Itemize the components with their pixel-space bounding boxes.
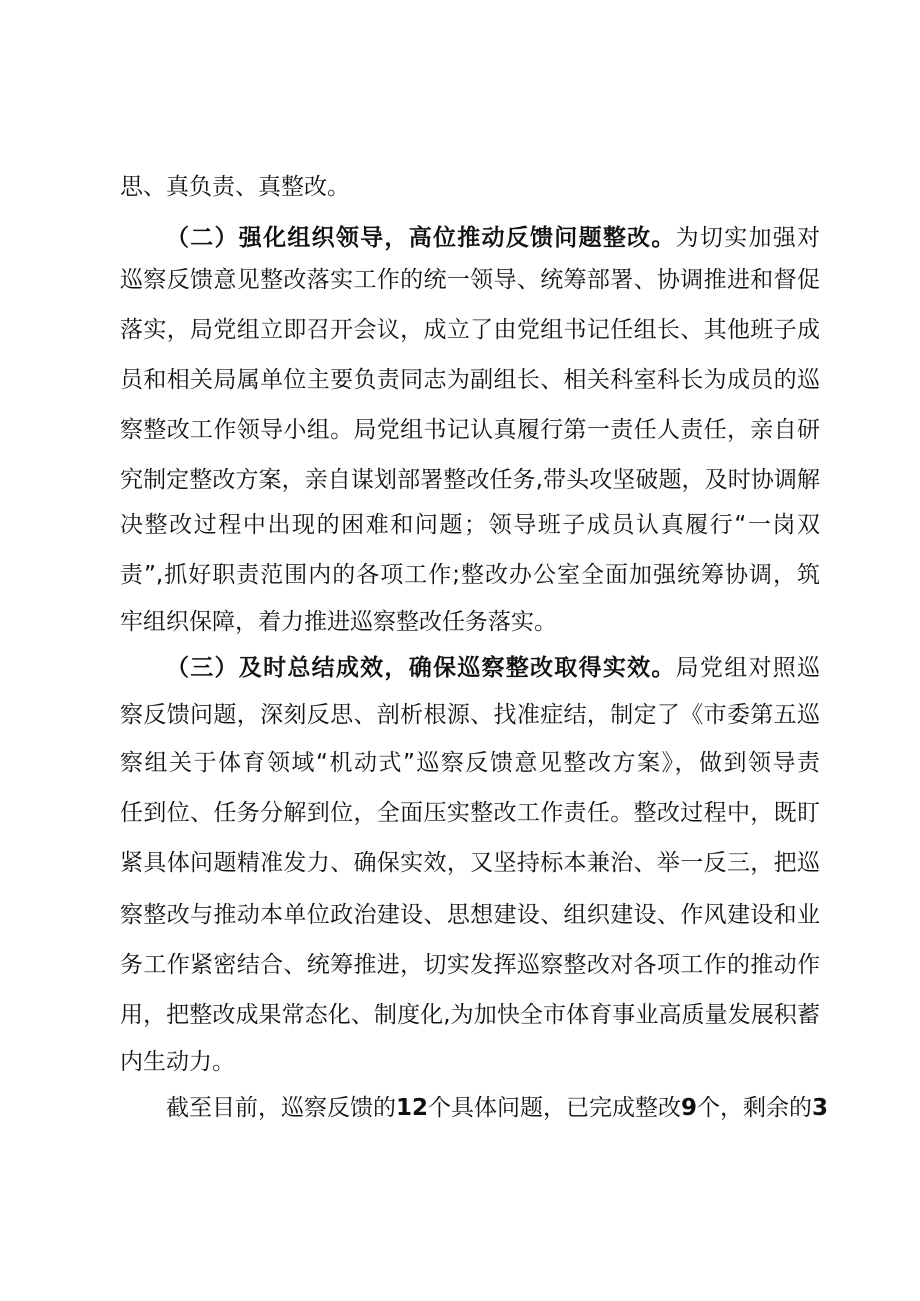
text-segment: 局党组对照巡 bbox=[675, 655, 821, 681]
paragraph-line: 用，把整改成果常态化、制度化,为加快全市体育事业高质量发展积蓄 bbox=[120, 1002, 820, 1028]
paragraph-line: 牢组织保障，着力推进巡察整改任务落实。 bbox=[120, 609, 557, 635]
completed-count: 9 bbox=[681, 1095, 698, 1121]
text-segment: 个具体问题，已完成整改 bbox=[428, 1095, 682, 1121]
paragraph-line: 察整改与推动本单位政治建设、思想建设、组织建设、作风建设和业 bbox=[120, 902, 820, 928]
paragraph-line: 员和相关局属单位主要负责同志为副组长、相关科室科长为成员的巡 bbox=[120, 367, 820, 393]
text-segment: 思、真负责、真整改。 bbox=[120, 174, 350, 200]
paragraph-line: 察整改工作领导小组。局党组书记认真履行第一责任人责任，亲自研 bbox=[120, 417, 820, 443]
paragraph-line: 任到位、任务分解到位，全面压实整改工作责任。整改过程中，既盯 bbox=[120, 800, 820, 826]
paragraph-line: 务工作紧密结合、统筹推进，切实发挥巡察整改对各项工作的推动作 bbox=[120, 952, 820, 978]
paragraph-line: 决整改过程中出现的困难和问题；领导班子成员认真履行“一岗双 bbox=[120, 512, 820, 538]
paragraph-line: 责”,抓好职责范围内的各项工作;整改办公室全面加强统筹协调，筑 bbox=[120, 562, 820, 588]
text-segment: 为切实加强对 bbox=[675, 225, 821, 251]
paragraph-line: 察组关于体育领域“机动式”巡察反馈意见整改方案》，做到领导责 bbox=[120, 750, 820, 776]
paragraph-line bbox=[166, 1086, 829, 1130]
paragraph-line: 落实，局党组立即召开会议，成立了由党组书记任组长、其他班子成 bbox=[120, 317, 820, 343]
text-segment: 个，剩余的 bbox=[697, 1095, 813, 1121]
section-heading: （三）及时总结成效，确保巡察整改取得实效。 bbox=[166, 655, 676, 681]
paragraph-line: 内生动力。 bbox=[120, 1049, 235, 1075]
paragraph-line: 究制定整改方案，亲自谋划部署整改任务,带头攻坚破题，及时协调解 bbox=[120, 467, 820, 493]
paragraph-line bbox=[166, 646, 820, 690]
paragraph-line bbox=[166, 216, 820, 260]
text-segment: 截至目前，巡察反馈的 bbox=[166, 1095, 396, 1121]
paragraph-line: 察反馈问题，深刻反思、剖析根源、找准症结，制定了《市委第五巡 bbox=[120, 702, 820, 728]
paragraph-line: 巡察反馈意见整改落实工作的统一领导、统筹部署、协调推进和督促 bbox=[120, 267, 820, 293]
paragraph-line: 紧具体问题精准发力、确保实效，又坚持标本兼治、举一反三，把巡 bbox=[120, 850, 820, 876]
section-heading: （二）强化组织领导，高位推动反馈问题整改。 bbox=[166, 225, 676, 251]
issue-count: 12 bbox=[396, 1095, 429, 1121]
remaining-count: 3 bbox=[812, 1095, 829, 1121]
paragraph-line bbox=[120, 165, 820, 209]
